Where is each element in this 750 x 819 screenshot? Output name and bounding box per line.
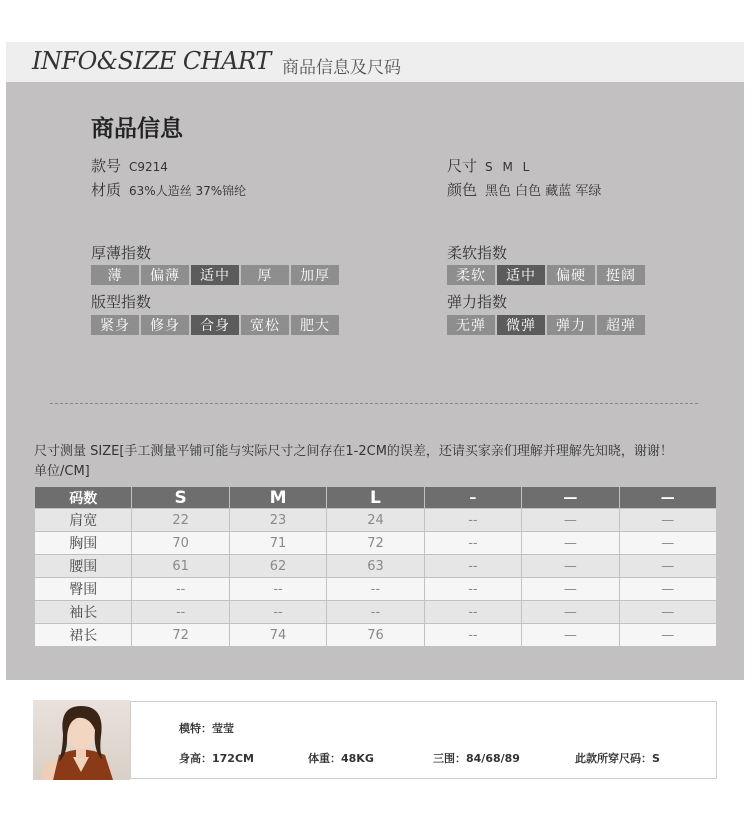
- table-cell: 74: [229, 624, 326, 647]
- table-cell: —: [619, 578, 716, 601]
- table-cell: --: [424, 555, 521, 578]
- item-number-value: C9214: [129, 160, 168, 174]
- elasticity-option: 超弹: [597, 315, 645, 335]
- model-measurements: 三围：84/68/89: [433, 752, 520, 765]
- table-cell: --: [424, 509, 521, 532]
- material-label: 材质: [91, 181, 122, 199]
- table-cell: —: [522, 555, 619, 578]
- size-table-header-cell: –: [424, 487, 521, 509]
- elasticity-option: 无弹: [447, 315, 495, 335]
- table-cell: 70: [132, 532, 229, 555]
- table-cell: 71: [229, 532, 326, 555]
- softness-option: 挺阔: [597, 265, 645, 285]
- model-weight: 体重：48KG: [308, 752, 374, 765]
- size-table-header-cell: —: [619, 487, 716, 509]
- info-title: 商品信息: [91, 116, 183, 142]
- size-table: [34, 486, 717, 647]
- table-cell: —: [522, 601, 619, 624]
- table-row: [35, 578, 717, 601]
- thickness-scale: [91, 265, 339, 285]
- item-number-line: [91, 155, 168, 176]
- table-row: [35, 624, 717, 647]
- elasticity-scale: [447, 315, 645, 335]
- row-header: 胸围: [35, 532, 132, 555]
- model-info-box: [130, 701, 717, 779]
- table-cell: —: [522, 624, 619, 647]
- thickness-option: 适中: [191, 265, 239, 285]
- table-cell: --: [327, 578, 424, 601]
- table-cell: --: [132, 578, 229, 601]
- table-cell: --: [424, 624, 521, 647]
- model-size-worn: 此款所穿尺码：S: [575, 752, 660, 765]
- unit-note: 单位/CM]: [34, 464, 90, 479]
- table-cell: —: [619, 532, 716, 555]
- size-label: 尺寸: [447, 157, 478, 175]
- table-row: [35, 601, 717, 624]
- size-table-header-cell: 码数: [35, 487, 132, 509]
- row-header: 袖长: [35, 601, 132, 624]
- table-cell: —: [619, 624, 716, 647]
- row-header: 裙长: [35, 624, 132, 647]
- material-value: 63%人造丝 37%锦纶: [129, 184, 247, 198]
- table-cell: 72: [327, 532, 424, 555]
- table-row: [35, 555, 717, 578]
- model-photo-illustration: [33, 700, 130, 780]
- table-cell: --: [424, 601, 521, 624]
- thickness-option: 偏薄: [141, 265, 189, 285]
- fit-scale: [91, 315, 339, 335]
- elasticity-option: 微弹: [497, 315, 545, 335]
- elasticity-title: 弹力指数: [447, 293, 508, 311]
- table-cell: —: [522, 509, 619, 532]
- table-cell: —: [619, 601, 716, 624]
- table-cell: 63: [327, 555, 424, 578]
- softness-scale: [447, 265, 645, 285]
- table-cell: —: [522, 578, 619, 601]
- table-cell: 24: [327, 509, 424, 532]
- fit-option: 合身: [191, 315, 239, 335]
- size-table-header-cell: —: [522, 487, 619, 509]
- table-cell: --: [229, 601, 326, 624]
- row-header: 肩宽: [35, 509, 132, 532]
- size-table-header-cell: L: [327, 487, 424, 509]
- size-table-header-cell: S: [132, 487, 229, 509]
- table-cell: 76: [327, 624, 424, 647]
- header-title: INFO&SIZE CHART: [32, 47, 271, 75]
- fit-option: 宽松: [241, 315, 289, 335]
- thickness-title: 厚薄指数: [91, 244, 152, 262]
- table-cell: —: [619, 509, 716, 532]
- elasticity-option: 弹力: [547, 315, 595, 335]
- table-cell: 22: [132, 509, 229, 532]
- table-row: [35, 509, 717, 532]
- fit-option: 肥大: [291, 315, 339, 335]
- table-cell: —: [522, 532, 619, 555]
- thickness-option: 厚: [241, 265, 289, 285]
- dashed-divider: [50, 403, 698, 404]
- fit-title: 版型指数: [91, 293, 152, 311]
- fit-option: 修身: [141, 315, 189, 335]
- table-cell: --: [327, 601, 424, 624]
- color-value: 黑色 白色 藏蓝 军绿: [485, 184, 602, 199]
- table-cell: --: [424, 532, 521, 555]
- size-note: 尺寸测量 SIZE[手工测量平铺可能与实际尺寸之间存在1-2CM的误差，还请买家亲们理解并理解先知晓，谢谢！: [34, 444, 673, 459]
- size-table-header: [35, 487, 717, 509]
- softness-option: 偏硬: [547, 265, 595, 285]
- table-cell: --: [424, 578, 521, 601]
- table-cell: 23: [229, 509, 326, 532]
- model-name: 模特：莹莹: [179, 722, 234, 735]
- header-subtitle: 商品信息及尺码: [282, 58, 401, 78]
- size-line: [447, 155, 532, 176]
- color-line: [447, 179, 601, 200]
- table-cell: —: [619, 555, 716, 578]
- model-photo: [33, 700, 130, 780]
- softness-option: 适中: [497, 265, 545, 285]
- row-header: 腰围: [35, 555, 132, 578]
- item-number-label: 款号: [91, 157, 122, 175]
- table-row: [35, 532, 717, 555]
- table-cell: --: [132, 601, 229, 624]
- softness-title: 柔软指数: [447, 244, 508, 262]
- size-table-header-cell: M: [229, 487, 326, 509]
- table-cell: 62: [229, 555, 326, 578]
- row-header: 臀围: [35, 578, 132, 601]
- table-cell: --: [229, 578, 326, 601]
- table-cell: 61: [132, 555, 229, 578]
- softness-option: 柔软: [447, 265, 495, 285]
- table-cell: 72: [132, 624, 229, 647]
- model-height: 身高：172CM: [179, 752, 254, 765]
- color-label: 颜色: [447, 181, 478, 199]
- material-line: [91, 179, 246, 200]
- thickness-option: 薄: [91, 265, 139, 285]
- fit-option: 紧身: [91, 315, 139, 335]
- thickness-option: 加厚: [291, 265, 339, 285]
- size-value: S M L: [485, 160, 533, 174]
